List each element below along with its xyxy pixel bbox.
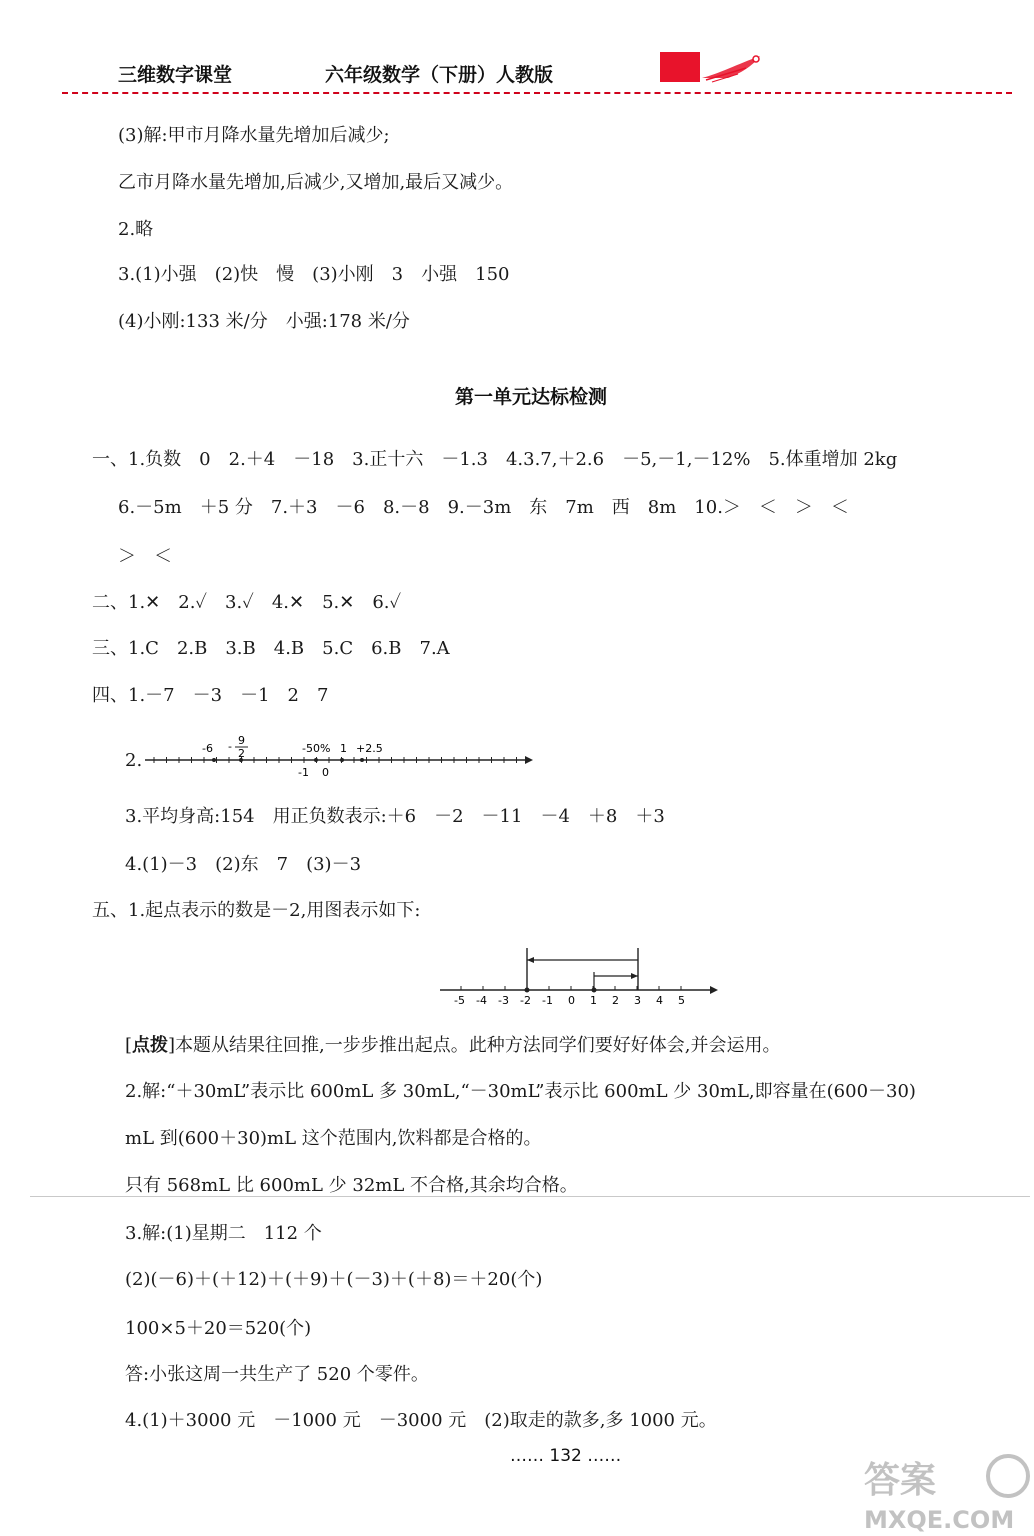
part4-q4: 4.(1)－3 (2)东 7 (3)－3 (125, 854, 362, 875)
number-line-tick-label: 1 (590, 994, 597, 1007)
number-line-tick-label: -5 (454, 994, 465, 1007)
answer-line: (3)解:甲市月降水量先增加后减少; (118, 125, 390, 146)
arrowhead-right-icon (631, 973, 638, 979)
answer-line: 乙市月降水量先增加,后减少,又增加,最后又减少。 (118, 172, 514, 193)
watermark-logo (858, 1448, 1034, 1536)
part4-q3: 3.平均身高:154 用正负数表示:＋6 －2 －11 －4 ＋8 ＋3 (125, 806, 665, 827)
header-divider (62, 92, 1012, 94)
label-0: 0 (322, 766, 329, 779)
label-plus-2-5: +2.5 (356, 742, 383, 755)
number-line-arrow-icon (710, 986, 718, 994)
number-line-tick-label: -1 (542, 994, 553, 1007)
header-brand: 三维数字课堂 (118, 64, 233, 86)
label-minus-1: -1 (298, 766, 309, 779)
label-minus-50-percent: -50% (302, 742, 331, 755)
label-frac-sign: - (228, 740, 232, 753)
part5-q3-line2: (2)(－6)＋(＋12)＋(＋9)＋(－3)＋(＋8)＝＋20(个) (125, 1269, 543, 1290)
number-line-tick-label: -4 (476, 994, 487, 1007)
part5-q3-line3: 100×5＋20＝520(个) (125, 1318, 312, 1339)
answer-line: 3.(1)小强 (2)快 慢 (3)小刚 3 小强 150 (118, 264, 510, 285)
number-line-tick-label: 0 (568, 994, 575, 1007)
number-line-tick-label: -3 (498, 994, 509, 1007)
number-line-tick-label: 2 (612, 994, 619, 1007)
part5-q3-line1: 3.解:(1)星期二 112 个 (125, 1223, 322, 1244)
header-flag-decoration (660, 52, 700, 82)
point-minus-6 (212, 758, 216, 762)
part2-answers: 二、1.✕ 2.✓ 3.✓ 4.✕ 5.✕ 6.✓ (92, 592, 402, 613)
number-line-tick-label: 3 (634, 994, 641, 1007)
point-plus-2-5 (360, 758, 364, 762)
number-line-tick-label: 5 (678, 994, 685, 1007)
label-minus-6: -6 (202, 742, 213, 755)
part1-row3: ＞ ＜ (118, 546, 172, 567)
part5-q4: 4.(1)＋3000 元 －1000 元 －3000 元 (2)取走的款多,多 1000 元。 (125, 1410, 717, 1431)
page-number: …… 132 …… (510, 1446, 622, 1466)
number-line-arrow-icon (525, 756, 533, 764)
header-book-title: 六年级数学（下册）人教版 (325, 64, 554, 86)
label-frac-numerator: 9 (238, 734, 245, 747)
part5-q3-answer: 答:小张这周一共生产了 520 个零件。 (125, 1364, 429, 1385)
part5-q2-line2: mL 到(600＋30)mL 这个范围内,饮料都是合格的。 (125, 1128, 542, 1149)
point-minus-50-percent (314, 758, 318, 762)
label-frac-denominator: 2 (238, 747, 245, 760)
answer-line: (4)小刚:133 米/分 小强:178 米/分 (118, 311, 410, 332)
watermark-top-text: 答案 (864, 1460, 937, 1501)
number-line-tick-label: 4 (656, 994, 663, 1007)
part3-answers: 三、1.C 2.B 3.B 4.B 5.C 6.B 7.A (92, 638, 450, 659)
tip-text: 本题从结果往回推,一步步推出起点。此种方法同学们要好好体会,并会运用。 (175, 1035, 781, 1056)
section-title: 第一单元达标检测 (455, 386, 608, 408)
tip-paragraph: [点拨]本题从结果往回推,一步步推出起点。此种方法同学们要好好体会,并会运用。 (125, 1035, 781, 1056)
number-line-answer (140, 730, 540, 780)
part5-q2-line1: 2.解:“＋30mL”表示比 600mL 多 30mL,“－30mL”表示比 600mL 少 30mL,即容量在(600－30) (125, 1081, 916, 1102)
point-1 (340, 758, 344, 762)
label-1: 1 (340, 742, 347, 755)
part1-row1: 一、1.负数 0 2.＋4 －18 3.正十六 －1.3 4.3.7,＋2.6 －5,－1,－12% 5.体重增加 2kg (92, 449, 898, 470)
watermark-bottom-text: MXQE.COM (864, 1506, 1015, 1534)
part4-q2-label: 2. (125, 750, 143, 771)
fold-divider (30, 1196, 1030, 1197)
arrowhead-left-icon (527, 957, 534, 963)
watermark-badge-icon (988, 1456, 1028, 1496)
point-mid (592, 988, 597, 993)
answer-line: 2.略 (118, 219, 154, 240)
part4-q1: 四、1.－7 －3 －1 2 7 (92, 685, 329, 706)
number-line-start-point (438, 940, 728, 1010)
part1-row2: 6.－5m ＋5 分 7.＋3 －6 8.－8 9.－3m 东 7m 西 8m 10.＞ ＜ ＞ ＜ (118, 497, 849, 518)
tip-label: 点拨 (132, 1035, 169, 1056)
point-start (525, 988, 530, 993)
part5-q2-line3: 只有 568mL 比 600mL 少 32mL 不合格,其余均合格。 (125, 1175, 578, 1196)
rocket-icon (698, 52, 768, 84)
part5-q1: 五、1.起点表示的数是－2,用图表示如下: (92, 900, 421, 921)
number-line-tick-label: -2 (520, 994, 531, 1007)
